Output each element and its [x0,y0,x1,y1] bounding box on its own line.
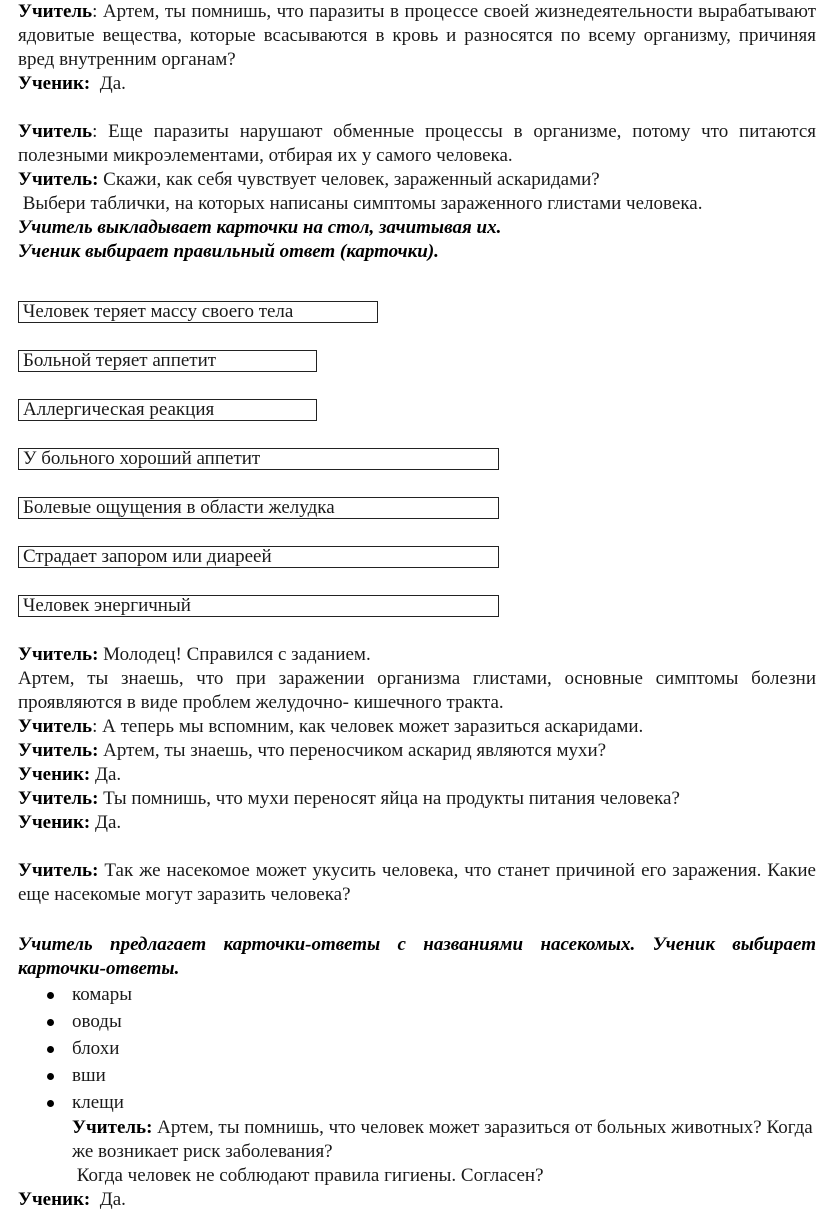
dialogue-text: Артем, ты знаешь, что при заражении организма глистами, основные симптомы болезни проявляются в виде проблем желудочно- кишечного тракта. [18,668,816,713]
dialogue-line [18,859,816,907]
spacer [18,907,816,933]
dialogue-text: Да. [90,1189,126,1210]
dialogue-text: Когда человек не соблюдают правила гигиены. Согласен? [72,1165,544,1186]
dialogue-text: Скажи, как себя чувствует человек, зараженный аскаридами? [98,169,600,190]
speaker-label: Учитель [18,121,93,142]
dialogue-line [18,739,816,763]
symptom-card[interactable]: Аллергическая реакция [18,399,317,421]
dialogue-line [18,715,816,739]
spacer [18,835,816,859]
symptom-card[interactable]: Человек энергичный [18,595,499,617]
speaker-label: Ученик: [18,73,91,94]
dialogue-text: Да. [90,764,122,785]
speaker-label: Ученик: [18,764,91,785]
bullet-icon [47,1046,54,1053]
speaker-label: Ученик: [18,1189,91,1210]
dialogue-line [18,787,816,811]
speaker-label: Учитель: [72,1117,153,1138]
spacer [18,96,816,120]
insect-label: клещи [72,1092,124,1113]
spacer [18,617,816,643]
insect-label: вши [72,1065,106,1086]
bullet-icon [47,1100,54,1107]
speaker-label: Учитель: [18,169,99,190]
symptom-card[interactable]: Человек теряет массу своего тела [18,301,378,323]
dialogue-text: Артем, ты знаешь, что переносчиком аскарид являются мухи? [98,740,607,761]
symptom-card[interactable]: Болевые ощущения в области желудка [18,497,499,519]
dialogue-line [18,120,816,168]
dialogue-line [18,1116,816,1164]
dialogue-line [18,763,816,787]
dialogue-text: Да. [90,73,126,94]
instruction-line [18,192,816,216]
list-item[interactable] [18,1035,816,1062]
bullet-icon [47,992,54,999]
insect-label: блохи [72,1038,120,1059]
document-page [18,0,816,1212]
list-item[interactable] [18,1008,816,1035]
dialogue-line [18,168,816,192]
dialogue-line [18,1164,816,1188]
dialogue-line [18,643,816,667]
dialogue-text: Артем, ты помнишь, что человек может заразиться от больных животных? Когда же возникает риск заболевания? [72,1117,813,1162]
dialogue-line [18,811,816,835]
speaker-label: Учитель: [18,860,99,881]
list-item[interactable] [18,1089,816,1116]
colon: : [92,716,98,737]
dialogue-text: Молодец! Справился с заданием. [98,644,371,665]
symptom-card[interactable]: Больной теряет аппетит [18,350,317,372]
list-item[interactable] [18,981,816,1008]
speaker-label: Ученик: [18,812,91,833]
dialogue-text: Еще паразиты нарушают обменные процессы в организме, потому что питаются полезными микроэлементами, отбирая их у самого человека. [18,121,816,166]
speaker-label: Учитель [18,716,93,737]
symptom-card[interactable]: Страдает запором или диареей [18,546,499,568]
bullet-icon [47,1073,54,1080]
speaker-label: Учитель: [18,740,99,761]
list-item[interactable] [18,1062,816,1089]
colon: : [92,1,98,22]
stage-direction: Учитель предлагает карточки-ответы с названиями насекомых. Ученик выбирает карточки-ответы. [18,934,816,979]
spacer [18,264,816,301]
instruction-text: Выбери таблички, на которых написаны симптомы зараженного глистами человека. [18,193,703,214]
dialogue-text: Артем, ты помнишь, что паразиты в процессе своей жизнедеятельности вырабатывают ядовитые вещества, которые всасываются в кровь и разносятся по всему организму, причиняя вред внутренним органам? [18,1,816,70]
insect-list [18,981,816,1116]
bullet-icon [47,1019,54,1026]
dialogue-text: А теперь мы вспомним, как человек может заразиться аскаридами. [97,716,644,737]
dialogue-line [18,0,816,72]
dialogue-text: Ты помнишь, что мухи переносят яйца на продукты питания человека? [98,788,680,809]
dialogue-line [18,72,816,96]
dialogue-text: Да. [90,812,122,833]
dialogue-line [18,1188,816,1212]
dialogue-text: Так же насекомое может укусить человека, что станет причиной его заражения. Какие еще насекомые могут заразить человека? [18,860,816,905]
speaker-label: Учитель: [18,644,99,665]
speaker-label: Учитель: [18,788,99,809]
insect-label: оводы [72,1011,122,1032]
speaker-label: Учитель [18,1,93,22]
colon: : [92,121,98,142]
symptom-card[interactable]: У больного хороший аппетит [18,448,499,470]
stage-direction: Учитель выкладывает карточки на стол, зачитывая их. [18,217,502,238]
dialogue-line [18,667,816,715]
stage-direction: Ученик выбирает правильный ответ (карточки). [18,241,439,262]
insect-label: комары [72,984,132,1005]
